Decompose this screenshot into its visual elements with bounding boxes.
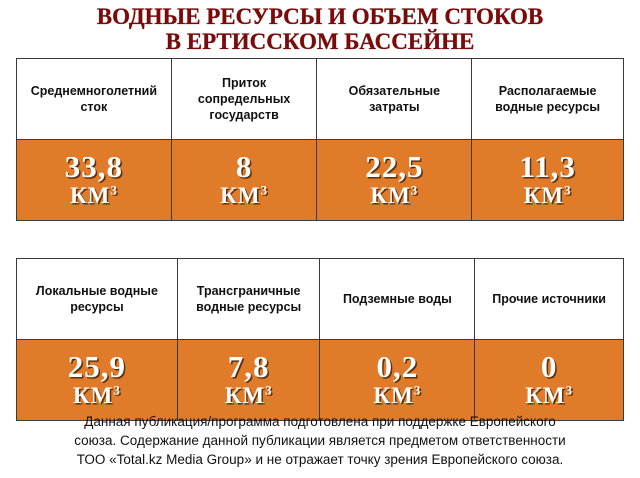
value-unit: $КМ^3$ bbox=[220, 182, 269, 208]
value-number: 8 bbox=[235, 149, 253, 184]
table-row-values bbox=[17, 140, 624, 221]
table-row-headers bbox=[17, 259, 624, 340]
disclaimer-line-2: союза. Содержание данной публикации является предметом ответственности bbox=[74, 433, 566, 448]
table-header-cell: Среднемноголетний сток bbox=[17, 59, 172, 140]
page-title-line-2: В ЕРТИССКОМ БАССЕЙНЕ bbox=[165, 29, 475, 54]
table-row-headers bbox=[17, 59, 624, 140]
value-unit: $КМ^3$ bbox=[373, 382, 422, 408]
table-value-cell bbox=[472, 140, 624, 221]
value-number: 33,8 bbox=[64, 149, 124, 184]
table-header-cell: Подземные воды bbox=[320, 259, 475, 340]
table-header-cell: Прочие источники bbox=[475, 259, 624, 340]
value-unit: $КМ^3$ bbox=[69, 182, 118, 208]
value-number: 0,2 bbox=[376, 349, 419, 384]
table-value-cell bbox=[177, 340, 320, 421]
value-number: 22,5 bbox=[365, 149, 424, 184]
value-number: 0 bbox=[540, 349, 558, 384]
value-unit: $КМ^3$ bbox=[523, 182, 572, 208]
value-number: 11,3 bbox=[519, 149, 576, 184]
table-value-cell bbox=[17, 140, 172, 221]
table-value-cell bbox=[320, 340, 475, 421]
water-resources-table-primary bbox=[16, 58, 624, 221]
table-value-cell bbox=[17, 340, 178, 421]
page-title bbox=[0, 0, 640, 54]
page-title-line-1: ВОДНЫЕ РЕСУРСЫ И ОБЪЕМ СТОКОВ bbox=[96, 4, 544, 29]
disclaimer-line-3: ТОО «Total.kz Media Group» и не отражает точку зрения Европейского союза. bbox=[76, 452, 564, 467]
value-unit: $КМ^3$ bbox=[72, 382, 121, 408]
value-number: 7,8 bbox=[227, 349, 270, 384]
value-unit: $КМ^3$ bbox=[224, 382, 273, 408]
table-header-cell: Обязательные затраты bbox=[317, 59, 472, 140]
table-header-cell: Локальные водные ресурсы bbox=[17, 259, 178, 340]
disclaimer-line-1: Данная публикация/программа подготовлена при поддержке Европейского bbox=[84, 414, 556, 429]
value-unit: $КМ^3$ bbox=[370, 182, 419, 208]
water-resources-table-secondary bbox=[16, 258, 624, 421]
table-header-cell: Приток сопредельных государств bbox=[171, 59, 317, 140]
disclaimer-text bbox=[14, 412, 626, 469]
value-number: 25,9 bbox=[67, 349, 127, 384]
value-unit: $КМ^3$ bbox=[525, 382, 574, 408]
table-value-cell bbox=[475, 340, 624, 421]
table-value-cell bbox=[171, 140, 317, 221]
table-header-cell: Располагаемые водные ресурсы bbox=[472, 59, 624, 140]
table-value-cell bbox=[317, 140, 472, 221]
table-header-cell: Трансграничные водные ресурсы bbox=[177, 259, 320, 340]
table-row-values bbox=[17, 340, 624, 421]
